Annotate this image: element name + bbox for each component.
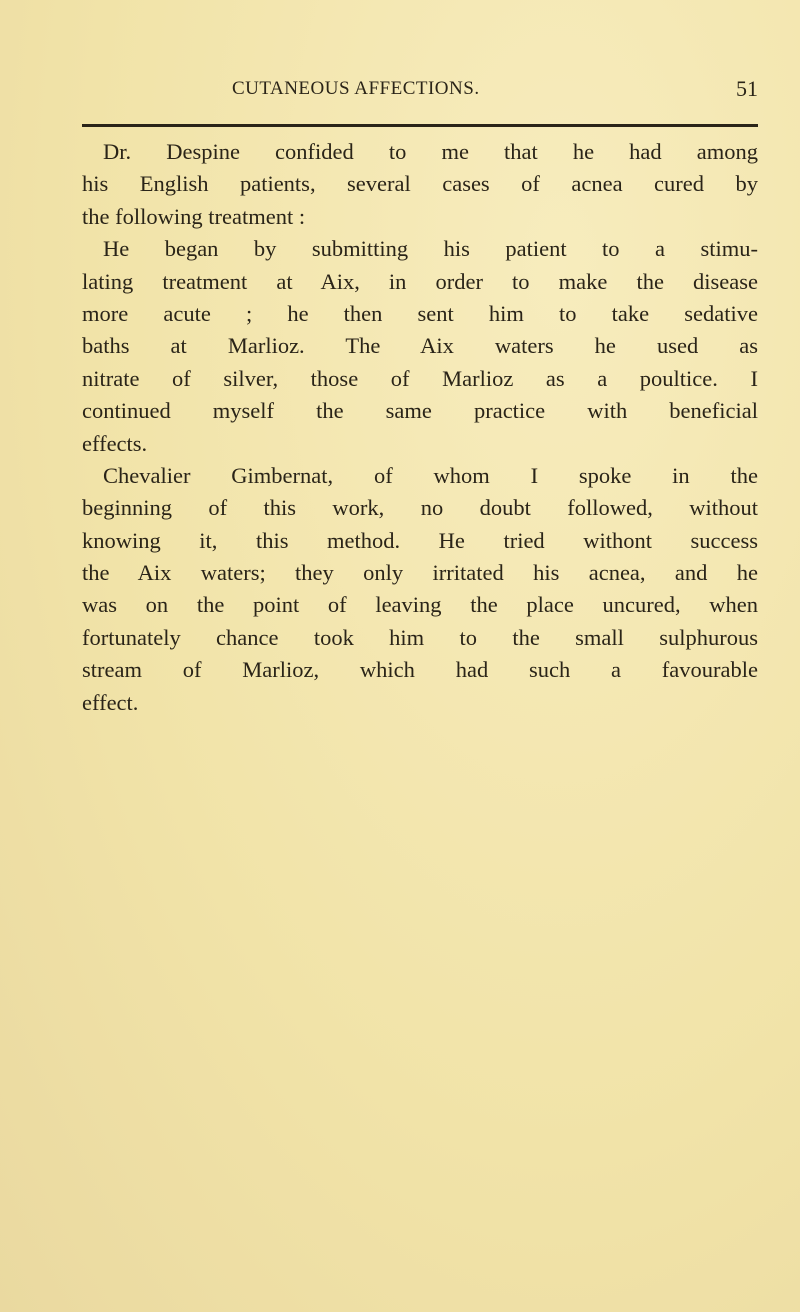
text-line: Chevalier Gimbernat, of whom I spoke in the	[103, 462, 758, 488]
text-line: Dr. Despine confided to me that he had among	[103, 139, 758, 164]
text-line: knowing it, this method. He tried withont success	[82, 527, 758, 553]
running-title: CUTANEOUS AFFECTIONS.	[232, 78, 480, 99]
body-text	[82, 136, 758, 719]
text-line: the following treatment :	[82, 203, 306, 229]
page-header	[82, 78, 758, 108]
text-line: more acute ; he then sent him to take sedative	[82, 300, 758, 326]
text-line: the Aix waters; they only irritated his acnea, and he	[82, 560, 758, 586]
text-line: He began by submitting his patient to a stimu-	[103, 236, 758, 262]
text-line: stream of Marlioz, which had such a favourable	[82, 657, 758, 683]
text-line: beginning of this work, no doubt followed, without	[82, 495, 758, 521]
text-line: effect.	[82, 689, 139, 715]
page-number: 51	[736, 76, 758, 101]
header-rule	[82, 124, 758, 127]
text-line: continued myself the same practice with beneficial	[82, 398, 758, 424]
text-line: was on the point of leaving the place uncured, when	[82, 592, 758, 618]
text-line: fortunately chance took him to the small sulphurous	[82, 624, 758, 650]
text-line: effects.	[82, 430, 148, 456]
text-line: lating treatment at Aix, in order to make the disease	[82, 268, 758, 294]
text-line: his English patients, several cases of acnea cured by	[82, 171, 758, 197]
text-line: baths at Marlioz. The Aix waters he used as	[82, 333, 758, 359]
text-line: nitrate of silver, those of Marlioz as a poultice. I	[82, 365, 758, 391]
